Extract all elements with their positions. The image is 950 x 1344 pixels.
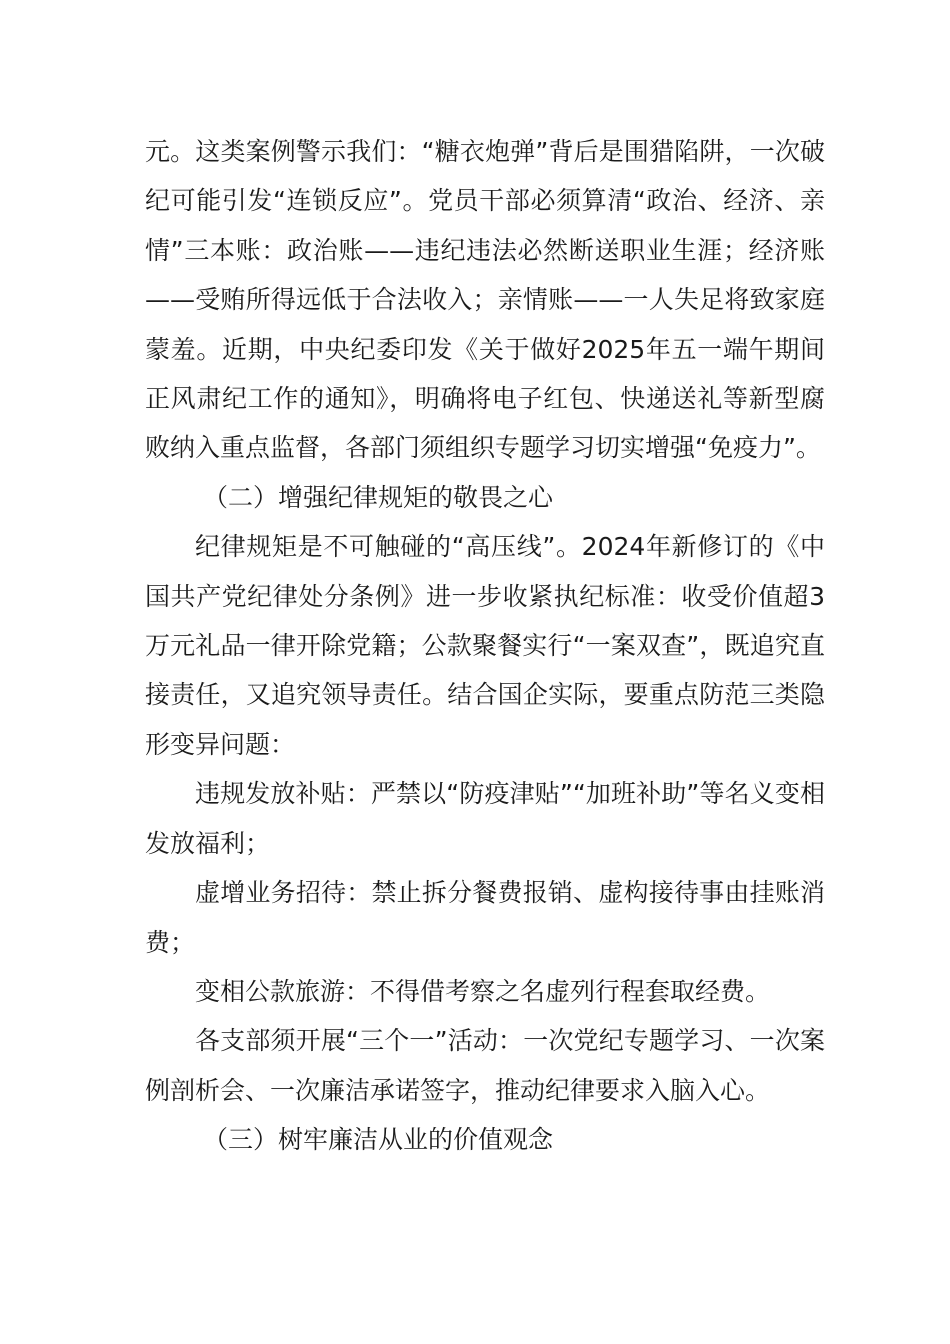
paragraph-body: 元。这类案例警示我们：“糖衣炮弹”背后是围猎陷阱，一次破纪可能引发“连锁反应”。党员干部必须算清“政治、经济、亲情”三本账：政治账——违纪违法必然断送职业生涯；经济账——受贿所得远低于合法收入；亲情账——一人失足将致家庭蒙羞。近期，中央纪委印发《关于做好2025年五一端午期间正风肃纪工作的通知》，明确将电子红包、快递送礼等新型腐败纳入重点监督，各部门须组织专题学习切实增强“免疫力”。 — [145, 137, 825, 463]
paragraph-body: 各支部须开展“三个一”活动：一次党纪专题学习、一次案例剖析会、一次廉洁承诺签字，推动纪律要求入脑入心。 — [145, 1026, 825, 1105]
paragraph-body: 纪律规矩是不可触碰的“高压线”。2024年新修订的《中国共产党纪律处分条例》进一步收紧执纪标准：收受价值超3万元礼品一律开除党籍；公款聚餐实行“一案双查”，既追究直接责任，又追究领导责任。结合国企实际，要重点防范三类隐形变异问题： — [145, 532, 825, 759]
section-heading-3: （三）树牢廉洁从业的价值观念 — [203, 1125, 554, 1155]
list-item: 违规发放补贴：严禁以“防疫津贴”“加班补助”等名义变相发放福利； — [145, 779, 825, 858]
document-body — [145, 127, 825, 1165]
list-item: 虚增业务招待：禁止拆分餐费报销、虚构接待事由挂账消费； — [145, 878, 825, 957]
list-item: 变相公款旅游：不得借考察之名虚列行程套取经费。 — [195, 976, 771, 1006]
section-heading-2: （二）增强纪律规矩的敬畏之心 — [203, 482, 554, 512]
